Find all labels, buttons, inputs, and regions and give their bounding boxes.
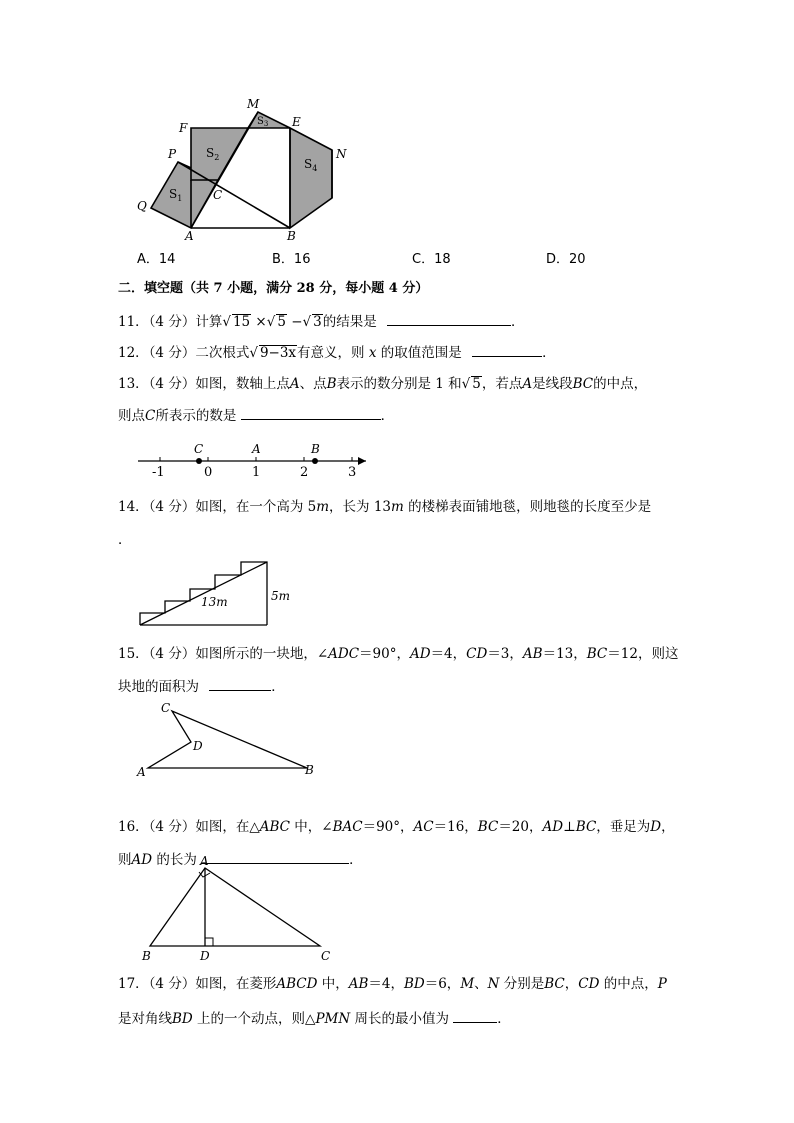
label-s1: $S_1$ (169, 187, 183, 203)
figure-squares (130, 94, 370, 244)
label-e: E (292, 115, 301, 129)
label-s3: $S_3$ (257, 116, 269, 128)
question-13-line1: 13．（4 分）如图，数轴上点A、点B表示的数分别是 1 和√ 5，若点A是线段BC的中点， (118, 376, 648, 392)
label-f: F (179, 121, 188, 135)
answer-blank-17[interactable] (453, 1008, 497, 1023)
point-label-b: B (311, 442, 320, 456)
question-14-end: ． (118, 532, 132, 548)
figure-quadrilateral (130, 698, 325, 780)
label-s2: $S_2$ (206, 146, 220, 162)
question-17-line1: 17．（4 分）如图，在菱形ABCD 中，AB＝4，BD＝6，M、N 分别是BC，CD 的中点，P (118, 976, 667, 992)
tick-label-zero: 0 (204, 465, 213, 480)
fig15-label-b: B (305, 763, 314, 777)
question-14: 14．（4 分）如图，在一个高为 5m，长为 13m 的楼梯表面铺地毯，则地毯的长度至少是 (118, 499, 652, 515)
number-line (130, 438, 375, 480)
point-b (312, 458, 318, 464)
tick-label-three: 3 (348, 465, 357, 480)
question-16-line1: 16．（4 分）如图，在△ABC 中，∠BAC＝90°，AC＝16，BC＝20，AD⊥BC，垂足为D， (118, 819, 675, 835)
answer-blank-12[interactable] (472, 342, 542, 357)
label-q: Q (137, 199, 147, 213)
fig15-label-d: D (193, 739, 203, 753)
label-p: P (168, 147, 177, 161)
question-12: 12．（4 分）二次根式√ 9−3x有意义，则 x 的取值范围是 ． (118, 342, 556, 363)
fig16-label-b: B (142, 949, 151, 963)
option-c: C．18 (412, 252, 451, 267)
label-n: N (336, 147, 347, 161)
fig16-label-d: D (200, 949, 210, 963)
stairs-height-label: 5m (271, 589, 291, 603)
question-15-line1: 15．（4 分）如图所示的一块地，∠ADC＝90°，AD＝4，CD＝3，AB＝13，BC＝12，则这 (118, 646, 679, 662)
question-15-line2: 块地的面积为 ． (118, 676, 285, 697)
figure-stairs (134, 556, 294, 630)
label-a: A (185, 229, 194, 243)
figure-right-triangle (136, 852, 336, 964)
question-11: 11．（4 分）计算√ 15 ×√ 5 −√ 3的结果是 ． (118, 311, 525, 332)
label-c: C (213, 188, 223, 202)
option-d: D．20 (546, 252, 586, 267)
point-label-a: A (252, 442, 261, 456)
square-s4 (290, 128, 332, 228)
option-b: B．16 (272, 252, 311, 267)
answer-blank-11[interactable] (387, 311, 511, 326)
answer-blank-13[interactable] (241, 405, 381, 420)
square-s2 (191, 128, 248, 180)
question-13-line2: 则点C所表示的数是 ． (118, 405, 394, 426)
option-a: A．14 (137, 252, 176, 267)
tick-label-minus-one: -1 (152, 465, 165, 480)
stairs-diagonal-label: 13m (201, 595, 228, 609)
fig16-label-a: A (200, 854, 209, 868)
point-label-c: C (194, 442, 204, 456)
answer-blank-15[interactable] (209, 676, 271, 691)
label-s4: $S_4$ (304, 157, 318, 173)
label-b: B (287, 229, 296, 243)
section-title: 二．填空题（共 7 小题，满分 28 分，每小题 4 分） (118, 281, 429, 296)
question-17-line2: 是对角线BD 上的一个动点，则△PMN 周长的最小值为 ． (118, 1008, 511, 1029)
label-m: M (247, 97, 260, 111)
question-16-line2: 则AD 的长为 ． (118, 849, 363, 870)
tick-label-one: 1 (252, 465, 261, 480)
fig16-label-c: C (321, 949, 331, 963)
point-c (196, 458, 202, 464)
fig15-label-c: C (161, 701, 171, 715)
tick-label-two: 2 (300, 465, 309, 480)
fig15-label-a: A (137, 765, 146, 779)
